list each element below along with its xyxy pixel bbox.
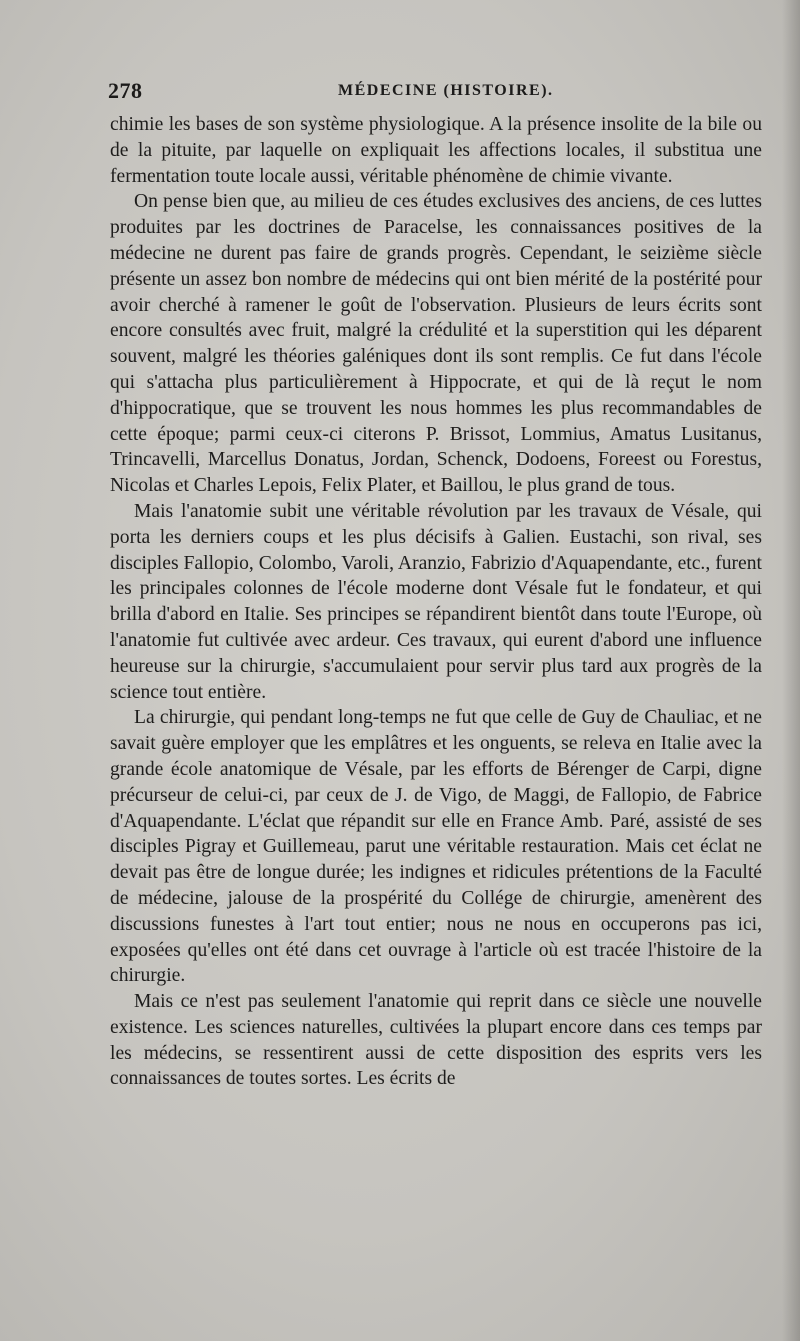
page-number: 278 bbox=[108, 78, 143, 103]
paragraph-chirurgie: La chirurgie, qui pendant long-temps ne fut que celle de Guy de Chauliac, et ne savait guère employer que les emplâtres et les onguents, se releva en Italie avec la grande école anatomique de Vésale, par les efforts de Bérenger de Carpi, digne précurseur de celui-ci, par ceux de J. de Vigo, de Maggi, de Fallopio, de Fabrice d'Aquapendante. L'éclat que répandit sur elle en France Amb. Paré, assisté de ses disciples Pigray et Guillemeau, parut une véritable restauration. Mais cet éclat ne devait pas être de longue durée; les indignes et ridicules prétentions de la Faculté de médecine, jalouse de la prospérité du Collége de chirurgie, amenèrent des discussions funestes à l'art tout entier; nous ne nous en occuperons pas ici, exposées qu'elles ont été dans cet ouvrage à l'article où est tracée l'histoire de la chirurgie. bbox=[110, 707, 762, 987]
page-body bbox=[110, 112, 762, 1092]
paragraph-sciences-naturelles: Mais ce n'est pas seulement l'anatomie qui reprit dans ce siècle une nouvelle existence. Les sciences naturelles, cultivées la plupart encore dans ces temps par les médecins, se ressentirent aussi de cette disposition des esprits vers les connaissances de toutes sortes. Les écrits de bbox=[110, 991, 762, 1090]
page-edge-shadow bbox=[782, 0, 800, 1341]
paragraph-anatomie-vesale: Mais l'anatomie subit une véritable révolution par les travaux de Vésale, qui porta les derniers coups et les plus décisifs à Galien. Eustachi, son rival, ses disciples Fallopio, Colombo, Varoli, Aranzio, Fabrizio d'Aquapendante, etc., furent les principales colonnes de l'école moderne dont Vésale fut le fondateur, et qui brilla d'abord en Italie. Ses principes se répandirent bientôt dans toute l'Europe, où l'anatomie fut cultivée avec ardeur. Ces travaux, qui eurent d'abord une influence heureuse sur la chirurgie, s'accumulaient pour servir plus tard aux progrès de la science tout entière. bbox=[110, 500, 762, 703]
paragraph-medecins-seizieme-siecle: On pense bien que, au milieu de ces études exclusives des anciens, de ces luttes produites par les doctrines de Paracelse, les connaissances positives de la médecine ne durent pas faire de grands progrès. Cependant, le seizième siècle présente un assez bon nombre de médecins qui ont bien mérité de la postérité pour avoir cherché à ramener le goût de l'observation. Plusieurs de leurs écrits sont encore consultés avec fruit, malgré la crédulité et la superstition qui les déparent souvent, malgré les théories galéniques dont ils sont remplis. Ce fut dans l'école qui s'attacha plus particulièrement à Hippocrate, et qui de là reçut le nom d'hippocratique, que se trouvent les nous hommes les plus recommandables de cette époque; parmi ceux-ci citerons P. Brissot, Lommius, Amatus Lusitanus, Trincavelli, Marcellus Donatus, Jordan, Schenck, Dodoens, Foreest ou Forestus, Nicolas et Charles Lepois, Felix Plater, et Baillou, le plus grand de tous. bbox=[110, 191, 762, 497]
running-title: MÉDECINE (HISTOIRE). bbox=[338, 82, 554, 99]
paragraph-continuation: chimie les bases de son système physiologique. A la présence insolite de la bile ou de la pituite, par laquelle on expliquait les affections locales, il substitua une fermentation toute locale aussi, véritable phénomène de chimie vivante. bbox=[110, 114, 762, 187]
page-header bbox=[108, 78, 763, 108]
